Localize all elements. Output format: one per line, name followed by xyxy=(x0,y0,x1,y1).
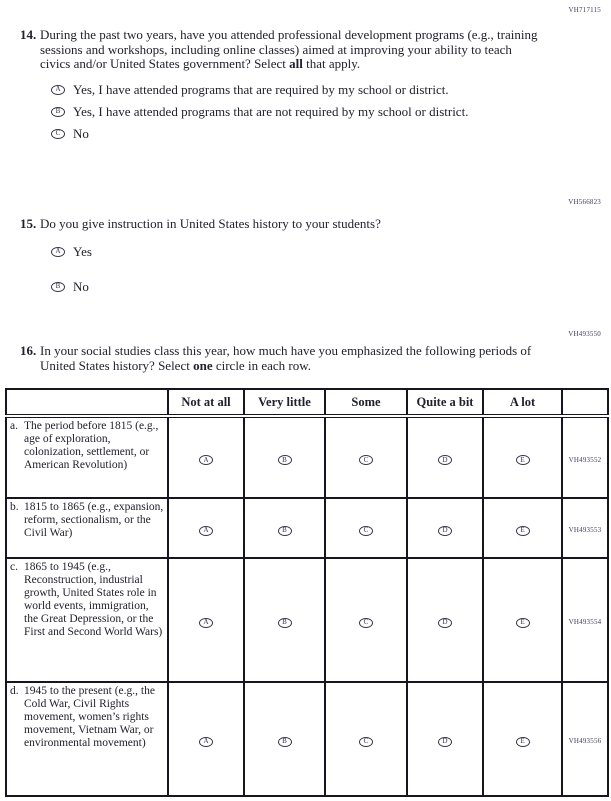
row-a-bubble-c[interactable]: C xyxy=(359,455,373,465)
row-c-cell-a-lot xyxy=(483,558,562,682)
q14-option-a-bubble[interactable]: A xyxy=(51,85,65,95)
row-d-cell-not-at-all xyxy=(168,682,244,796)
row-b-cell-not-at-all xyxy=(168,498,244,558)
row-d-letter: d. xyxy=(10,685,19,697)
question-15 xyxy=(20,217,592,315)
row-b-cell-a-lot xyxy=(483,498,562,558)
question-15-options xyxy=(51,245,592,294)
row-b-code-cell xyxy=(562,498,608,558)
q14-option-b-bubble[interactable]: B xyxy=(51,107,65,117)
q14-option-b xyxy=(51,105,592,119)
row-c-bubble-d[interactable]: D xyxy=(438,618,452,628)
row-a-letter: a. xyxy=(10,420,18,432)
header-some: Some xyxy=(325,389,407,416)
row-d-code-cell xyxy=(562,682,608,796)
row-c-bubble-e[interactable]: E xyxy=(516,618,530,628)
q14-option-a-label: Yes, I have attended programs that are required by my school or district. xyxy=(73,81,449,97)
row-b-cell-very-little xyxy=(244,498,325,558)
row-d-cell-some xyxy=(325,682,407,796)
row-d-text: 1945 to the present (e.g., the Cold War, Civil Rights movement, women’s rights movement, Vietnam War, or environmental movement) xyxy=(24,685,155,749)
header-blank xyxy=(6,389,168,416)
row-b-label-cell xyxy=(6,498,168,558)
row-a-cell-very-little xyxy=(244,416,325,498)
row-c-cell-not-at-all xyxy=(168,558,244,682)
row-c-cell-quite-a-bit xyxy=(407,558,483,682)
row-b-letter: b. xyxy=(10,501,19,513)
q14-option-b-label: Yes, I have attended programs that are not required by my school or district. xyxy=(73,103,469,119)
row-c-text: 1865 to 1945 (e.g., Reconstruction, industrial growth, United States role in world events, immigration, the Great Depression, or the First and Second World Wars) xyxy=(24,561,163,638)
row-a-bubble-a[interactable]: A xyxy=(199,455,213,465)
header-a-lot: A lot xyxy=(483,389,562,416)
row-c-bubble-b[interactable]: B xyxy=(278,618,292,628)
row-c-code-cell xyxy=(562,558,608,682)
row-a-cell-quite-a-bit xyxy=(407,416,483,498)
question-14-text-end: that apply. xyxy=(302,56,361,71)
row-d-bubble-b[interactable]: B xyxy=(278,737,292,747)
row-c-code: VH493554 xyxy=(568,618,602,626)
row-d-code: VH493556 xyxy=(568,737,602,745)
question-14 xyxy=(20,28,592,149)
row-a-cell-some xyxy=(325,416,407,498)
row-a-text: The period before 1815 (e.g., age of exploration, colonization, settlement, or American Revolution) xyxy=(24,420,159,471)
row-a-label-cell xyxy=(6,416,168,498)
row-a-code-cell xyxy=(562,416,608,498)
row-b-bubble-d[interactable]: D xyxy=(438,526,452,536)
row-b-cell-quite-a-bit xyxy=(407,498,483,558)
q14-option-c-bubble[interactable]: C xyxy=(51,129,65,139)
row-c-cell-very-little xyxy=(244,558,325,682)
question-14-options xyxy=(51,83,592,141)
row-a-code: VH493552 xyxy=(568,455,602,464)
question-16-number: 16. xyxy=(20,343,37,358)
question-14-text-start: During the past two years, have you attended professional development programs (e.g., training sessions and workshops, including online classes) aimed at improving your ability to teach civics and/or United States government? Select xyxy=(40,27,538,71)
row-c-bubble-a[interactable]: A xyxy=(199,618,213,628)
row-b-bubble-b[interactable]: B xyxy=(278,526,292,536)
q14-option-c xyxy=(51,127,592,141)
header-quite-a-bit: Quite a bit xyxy=(407,389,483,416)
row-a-bubble-b[interactable]: B xyxy=(278,455,292,465)
row-c-bubble-c[interactable]: C xyxy=(359,618,373,628)
table-row xyxy=(6,558,608,682)
header-code-blank xyxy=(562,389,608,416)
question-14-text xyxy=(40,28,545,72)
q15-option-b xyxy=(51,280,592,294)
header-not-at-all: Not at all xyxy=(168,389,244,416)
q15-option-b-bubble[interactable]: B xyxy=(51,282,65,292)
row-d-cell-quite-a-bit xyxy=(407,682,483,796)
question-14-bold-word: all xyxy=(289,56,303,71)
row-b-bubble-e[interactable]: E xyxy=(516,526,530,536)
row-a-bubble-d[interactable]: D xyxy=(438,455,452,465)
question-15-code: VH566823 xyxy=(568,198,601,206)
row-a-cell-not-at-all xyxy=(168,416,244,498)
table-row xyxy=(6,498,608,558)
table-row xyxy=(6,416,608,498)
question-16-text xyxy=(40,344,545,373)
question-14-code: VH717115 xyxy=(568,6,601,14)
q15-option-a-bubble[interactable]: A xyxy=(51,247,65,257)
row-b-bubble-a[interactable]: A xyxy=(199,526,213,536)
row-d-label-cell xyxy=(6,682,168,796)
question-16-code: VH493550 xyxy=(568,330,601,338)
row-c-cell-some xyxy=(325,558,407,682)
question-16-text-end: circle in each row. xyxy=(212,357,312,373)
q16-emphasis-table xyxy=(5,388,609,797)
q14-option-a xyxy=(51,83,592,97)
row-b-cell-some xyxy=(325,498,407,558)
row-d-bubble-a[interactable]: A xyxy=(199,737,213,747)
q15-option-b-label: No xyxy=(73,278,89,294)
question-15-text: Do you give instruction in United States history to your students? xyxy=(40,216,381,231)
table-row xyxy=(6,682,608,796)
row-d-bubble-d[interactable]: D xyxy=(438,737,452,747)
q15-option-a-label: Yes xyxy=(73,243,92,259)
row-b-code: VH493553 xyxy=(568,526,602,534)
table-header-row xyxy=(6,389,608,416)
question-15-number: 15. xyxy=(20,216,37,231)
row-c-letter: c. xyxy=(10,561,18,573)
row-b-bubble-c[interactable]: C xyxy=(359,526,373,536)
q15-option-a xyxy=(51,245,592,259)
row-d-cell-very-little xyxy=(244,682,325,796)
row-d-cell-a-lot xyxy=(483,682,562,796)
row-d-bubble-e[interactable]: E xyxy=(516,737,530,747)
row-a-bubble-e[interactable]: E xyxy=(516,455,530,465)
row-c-label-cell xyxy=(6,558,168,682)
header-very-little: Very little xyxy=(244,389,325,416)
q14-option-c-label: No xyxy=(73,125,89,141)
question-16-text-start: In your social studies class this year, how much have you emphasized the following periods of United States history? Select xyxy=(40,343,532,373)
row-d-bubble-c[interactable]: C xyxy=(359,737,373,747)
row-a-cell-a-lot xyxy=(483,416,562,498)
row-b-text: 1815 to 1865 (e.g., expansion, reform, sectionalism, or the Civil War) xyxy=(24,501,164,539)
question-14-number: 14. xyxy=(20,27,37,42)
question-16 xyxy=(20,344,592,373)
question-16-bold-word: one xyxy=(193,357,213,373)
